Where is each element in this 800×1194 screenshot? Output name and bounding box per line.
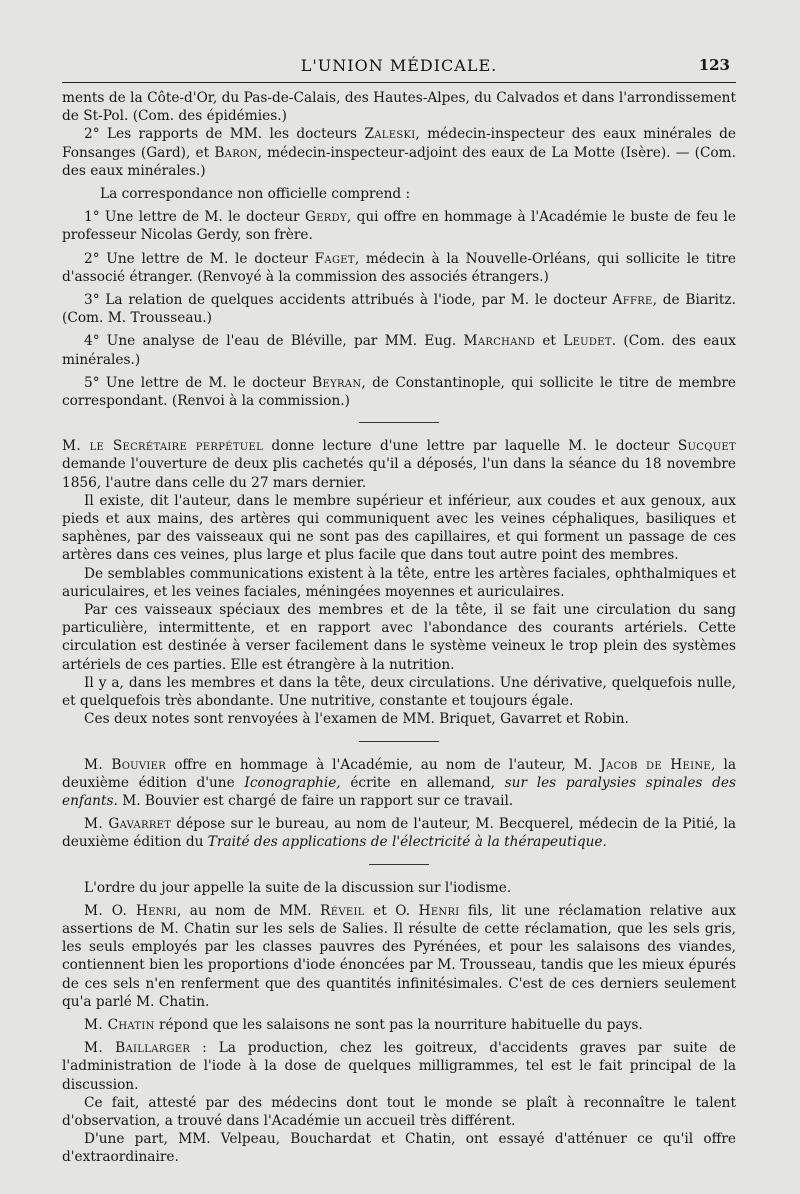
- page-number: 123: [698, 56, 730, 74]
- name-sucquet: Sucquet: [677, 438, 736, 455]
- work-title-iconographie: Iconographie,: [244, 774, 341, 791]
- name-leudet: Leudet: [563, 333, 612, 350]
- paragraph-fait-atteste: Ce fait, attesté par des médecins dont tout le monde se plaît à reconnaître le talent d'observation, a trouvé dans l'Académie un accueil très différent.: [62, 1094, 736, 1129]
- paragraph-bouvier: M. Bouvier offre en hommage à l'Académie, au nom de l'auteur, M. Jacob de Heine, la deuxième édition d'une Iconographie, écrite en allemand, sur les paralysies spinales des enfants. M. Bouvier est chargé de faire un rapport sur ce travail.: [62, 756, 737, 809]
- section-separator: [369, 864, 429, 865]
- paragraph-velpeau: D'une part, MM. Velpeau, Bouchardat et Chatin, ont essayé d'atténuer ce qu'il offre d'extraordinaire.: [62, 1131, 736, 1166]
- name-jacob-de-heine: Jacob de Heine: [600, 756, 712, 773]
- paragraph-ordre-du-jour: L'ordre du jour appelle la suite de la discussion sur l'iodisme.: [84, 879, 512, 896]
- name-affre: Affre: [612, 292, 653, 309]
- paragraph-henri: M. O. Henri, au nom de MM. Réveil et O. Henri fils, lit une réclamation relative aux assertions de M. Chatin sur les sels de Salies. Il résulte de cette réclamation, que les sels gris, les seuls employés par les classes pauvres des Pyrénées, et pour les salaisons des viandes, contiennent bien les proportions d'iode énoncées par M. Trousseau, tandis que les mieux épurés de ces sels n'en renferment que des quantités infinitésimales. C'est de ces derniers seulement qu'a parlé M. Chatin.: [62, 902, 737, 1010]
- chatin-lead: M. Chatin: [84, 1016, 155, 1033]
- name-baron: Baron: [214, 144, 258, 161]
- paragraph-deux-circulations: Il y a, dans les membres et dans la tête, deux circulations. Une dérivative, quelquefois nulle, et quelquefois très abondante. Une nutritive, constante et toujours égale.: [62, 674, 736, 710]
- gavarret-lead: M. Gavarret: [84, 816, 172, 833]
- section-separator: [359, 422, 439, 423]
- name-faget: Faget: [314, 250, 355, 267]
- name-marchand: Marchand: [463, 333, 536, 350]
- paragraph-chatin: M. Chatin répond que les salaisons ne sont pas la nourriture habituelle du pays.: [84, 1016, 643, 1033]
- name-gerdy: Gerdy: [304, 209, 347, 226]
- secretaire-lead: M. le Secrétaire perpétuel: [62, 438, 264, 455]
- letter-item-2: 2° Une lettre de M. le docteur Faget, médecin à la Nouvelle-Orléans, qui sollicite le titre d'associé étranger. (Renvoyé à la commission des associés étrangers.): [62, 250, 736, 285]
- section-separator: [359, 741, 439, 742]
- paragraph-correspondance-intro: La correspondance non officielle comprend :: [100, 186, 411, 203]
- work-subtitle-paralysies: sur les paralysies spinales des enfants.: [62, 774, 737, 809]
- name-reveil: Réveil: [320, 902, 365, 919]
- journal-title: L'UNION MÉDICALE.: [300, 56, 498, 75]
- letter-item-1: 1° Une lettre de M. le docteur Gerdy, qui offre en hommage à l'Académie le buste de feu le professeur Nicolas Gerdy, son frère.: [62, 209, 736, 244]
- name-henri: Henri: [418, 902, 460, 919]
- letter-item-3: 3° La relation de quelques accidents attribués à l'iode, par M. le docteur Affre, de Biaritz. (Com. M. Trousseau.): [62, 292, 736, 327]
- paragraph-arteres: Il existe, dit l'auteur, dans le membre supérieur et inférieur, aux coudes et aux genoux, aux pieds et aux mains, des artères qui communiquent avec les veines céphaliques, basiliques et saphènes, par des vaisseaux qui ne sont pas des capillaires, et qui forment un passage de ces artères dans ces veines, plus large et plus facile que dans tout autre point des membres.: [62, 492, 736, 564]
- paragraph-gavarret: M. Gavarret dépose sur le bureau, au nom de l'auteur, M. Becquerel, médecin de la Pitié, la deuxième édition du Traité des applications de l'électricité à la thérapeutique.: [62, 816, 736, 851]
- paragraph-rapports: 2° Les rapports de MM. les docteurs Zaleski, médecin-inspecteur des eaux minérales de Fonsanges (Gard), et Baron, médecin-inspecteur-adjoint des eaux de La Motte (Isère). — (Com. des eaux minérales.): [62, 126, 736, 179]
- henri-lead: M. O. Henri: [84, 902, 177, 919]
- paragraph-renvoi: Ces deux notes sont renvoyées à l'examen de MM. Briquet, Gavarret et Robin.: [84, 711, 629, 728]
- page-body: [62, 52, 736, 1167]
- work-title-traite: Traité des applications de l'électricité à la thérapeutique.: [207, 834, 607, 851]
- bouvier-lead: M. Bouvier: [84, 756, 167, 773]
- paragraph-baillarger: M. Baillarger : La production, chez les goitreux, d'accidents graves par suite de l'administration de l'iode à la dose de quelques milligrammes, tel est le fait principal de la discussion.: [62, 1040, 737, 1093]
- running-header: [62, 52, 736, 82]
- letter-item-5: 5° Une lettre de M. le docteur Beyran, de Constantinople, qui sollicite le titre de membre correspondant. (Renvoi à la commission.): [62, 374, 736, 410]
- name-beyran: Beyran: [312, 374, 362, 391]
- paragraph-secretaire: M. le Secrétaire perpétuel donne lecture d'une lettre par laquelle M. le docteur Sucquet demande l'ouverture de deux plis cachetés qu'il a déposés, l'un dans la séance du 18 novembre 1856, l'autre dans celle du 27 mars dernier.: [62, 438, 736, 491]
- paragraph-circulation: Par ces vaisseaux spéciaux des membres et de la tête, il se fait une circulation du sang particulière, intermittente, et en rapport avec l'abondance des courants artériels. Cette circulation est destinée à verser facilement dans le système veineux le trop plein des systèmes artériels de ces parties. Elle est étrangère à la nutrition.: [62, 602, 736, 673]
- letter-item-4: 4° Une analyse de l'eau de Bléville, par MM. Eug. Marchand et Leudet. (Com. des eaux minérales.): [62, 333, 736, 368]
- paragraph-departments: ments de la Côte-d'Or, du Pas-de-Calais, des Hautes-Alpes, du Calvados et dans l'arrondissement de St-Pol. (Com. des épidémies.): [62, 90, 736, 125]
- header-rule: [62, 82, 736, 83]
- paragraph-tete: De semblables communications existent à la tête, entre les artères faciales, ophthalmiques et auriculaires, et les veines faciales, méningées moyennes et auriculaires.: [62, 565, 736, 600]
- name-zaleski: Zaleski: [364, 126, 416, 143]
- baillarger-lead: M. Baillarger: [84, 1040, 191, 1057]
